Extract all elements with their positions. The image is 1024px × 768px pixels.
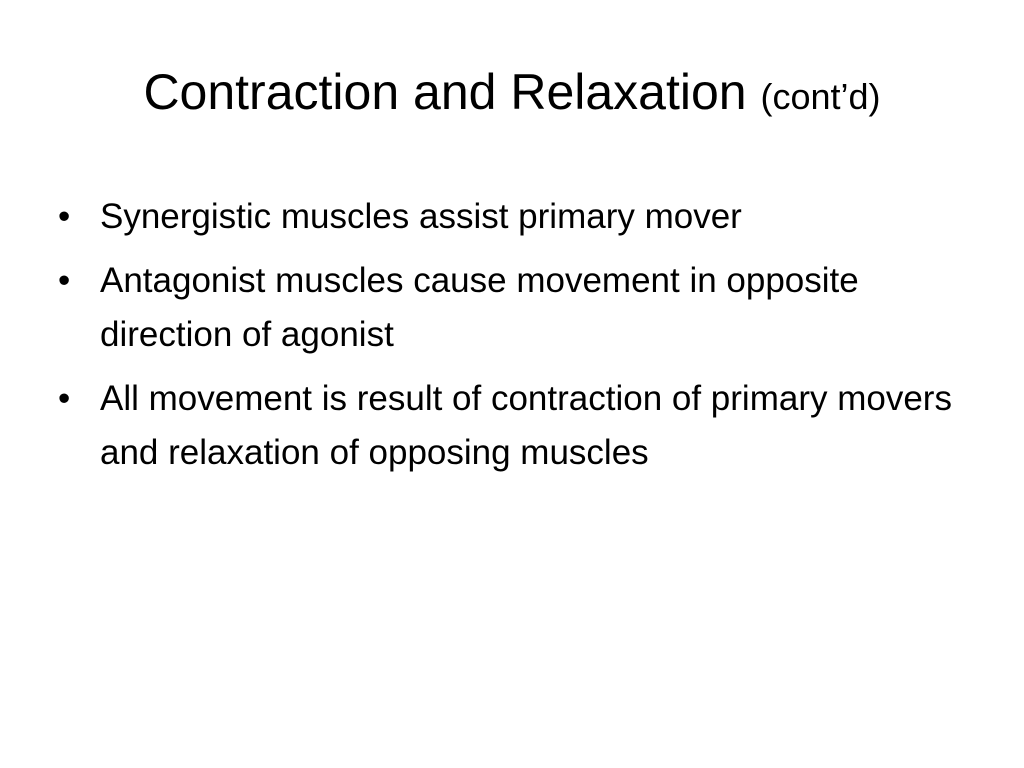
bullet-text: Antagonist muscles cause movement in opposite direction of agonist bbox=[100, 261, 859, 354]
bullet-text: All movement is result of contraction of primary movers and relaxation of opposing muscles bbox=[100, 379, 952, 472]
bullet-icon: • bbox=[58, 379, 71, 418]
slide-title-suffix: (cont’d) bbox=[760, 76, 881, 117]
slide-title bbox=[0, 62, 1024, 122]
bullet-list bbox=[58, 190, 958, 490]
bullet-icon: • bbox=[58, 261, 71, 300]
bullet-item-3 bbox=[58, 372, 958, 480]
bullet-text: Synergistic muscles assist primary mover bbox=[100, 197, 742, 236]
bullet-item-2 bbox=[58, 254, 958, 362]
bullet-item-1 bbox=[58, 190, 958, 244]
bullet-icon: • bbox=[58, 197, 71, 236]
slide-title-main: Contraction and Relaxation bbox=[143, 64, 747, 120]
